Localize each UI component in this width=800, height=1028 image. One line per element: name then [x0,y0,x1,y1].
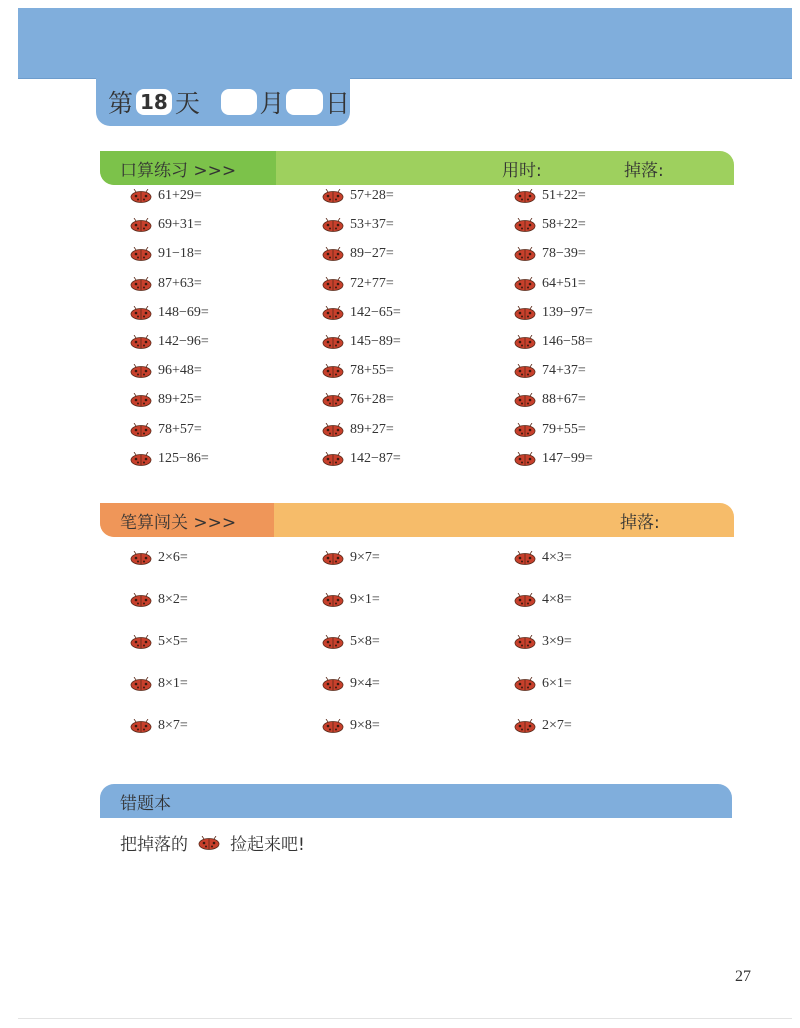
problem-item [322,422,394,438]
problem-item [322,188,394,204]
ladybug-icon [322,423,344,437]
problem-item [514,451,593,467]
ladybug-icon [514,277,536,291]
problem-text: 8×1= [158,676,188,691]
ladybug-icon [322,189,344,203]
ladybug-icon [514,335,536,349]
ladybug-icon [130,189,152,203]
mistake-book-header [100,784,732,818]
ladybug-icon [198,836,220,850]
problem-item [130,392,202,408]
ladybug-icon [130,719,152,733]
ladybug-icon [322,677,344,691]
top-banner [18,8,792,79]
problem-text: 78+57= [158,421,202,437]
problem-item [514,305,593,321]
ladybug-icon [130,335,152,349]
problem-item [322,363,394,379]
problem-item [130,276,202,292]
ladybug-icon [322,218,344,232]
written-calc-title: 笔算闯关 >>> [100,503,274,537]
problem-text: 79+55= [542,421,586,437]
problem-item [514,363,586,379]
instruction-before: 把掉落的 [120,835,188,855]
problem-item [130,188,202,204]
problem-item [322,392,394,408]
dropped-label-1: 掉落: [624,160,664,181]
month-label: 月 [259,89,285,118]
problem-item [130,246,202,262]
problem-item [130,217,202,233]
ladybug-icon [514,677,536,691]
problem-item [514,188,586,204]
ladybug-icon [130,277,152,291]
problem-text: 5×5= [158,634,188,649]
ladybug-icon [322,551,344,565]
ladybug-icon [514,423,536,437]
problem-text: 146−58= [542,334,593,349]
oral-arithmetic-title: 口算练习 >>> [100,151,276,185]
problem-item [514,217,586,233]
problem-item [130,634,188,650]
problem-text: 4×3= [542,550,572,565]
mistake-instruction [120,830,305,855]
problem-item [322,276,394,292]
problem-item [322,305,401,321]
ladybug-icon [322,452,344,466]
problem-text: 89+25= [158,392,202,408]
mistake-book-title: 错题本 [120,793,171,814]
ladybug-icon [130,677,152,691]
problem-item [322,592,380,608]
problem-item [322,334,401,350]
problem-text: 9×1= [350,592,380,607]
problem-item [130,334,209,350]
problem-item [514,634,572,650]
problem-item [514,676,572,692]
problem-text: 61+29= [158,188,202,203]
ladybug-icon [130,551,152,565]
ladybug-icon [322,635,344,649]
month-blank[interactable] [221,89,257,115]
problem-text: 5×8= [350,634,380,649]
day-prefix: 第 [108,89,134,118]
problem-text: 76+28= [350,392,394,408]
problem-text: 9×7= [350,550,380,565]
problem-text: 78+55= [350,363,394,379]
ladybug-icon [130,593,152,607]
problem-item [130,718,188,734]
problem-text: 9×4= [350,676,380,691]
ladybug-icon [130,364,152,378]
problem-text: 88+67= [542,392,586,408]
problem-item [322,550,380,566]
problem-text: 78−39= [542,246,586,262]
ladybug-icon [130,306,152,320]
problem-text: 69+31= [158,217,202,233]
problem-text: 89+27= [350,421,394,437]
problem-item [514,276,586,292]
ladybug-icon [514,247,536,261]
problem-item [322,634,380,650]
problem-text: 2×7= [542,718,572,733]
problem-item [322,217,394,233]
ladybug-icon [514,218,536,232]
ladybug-icon [514,593,536,607]
ladybug-icon [514,635,536,649]
date-blank[interactable] [286,89,322,115]
ladybug-icon [514,364,536,378]
dropped-label-2: 掉落: [620,512,660,533]
problem-text: 148−69= [158,304,209,320]
problem-text: 145−89= [350,334,401,349]
problem-text: 96+48= [158,363,202,379]
problem-text: 139−97= [542,304,593,320]
problem-text: 74+37= [542,363,586,379]
problem-text: 125−86= [158,450,209,466]
ladybug-icon [130,635,152,649]
problem-item [130,363,202,379]
problem-item [514,422,586,438]
date-label: 日 [324,89,350,118]
ladybug-icon [514,452,536,466]
problem-item [514,392,586,408]
ladybug-icon [130,452,152,466]
problem-text: 89−27= [350,246,394,262]
page-number: 27 [735,968,751,985]
problem-item [514,718,572,734]
ladybug-icon [322,593,344,607]
problem-text: 64+51= [542,275,586,291]
problem-item [514,246,586,262]
oral-arithmetic-header [100,151,734,185]
problem-text: 8×7= [158,718,188,733]
ladybug-icon [322,247,344,261]
problem-item [322,676,380,692]
ladybug-icon [130,393,152,407]
ladybug-icon [514,306,536,320]
ladybug-icon [322,277,344,291]
problem-text: 57+28= [350,188,394,203]
problem-text: 6×1= [542,676,572,691]
problem-text: 72+77= [350,275,394,291]
problem-text: 3×9= [542,634,572,649]
problem-item [514,334,593,350]
problem-item [514,550,572,566]
problem-text: 8×2= [158,592,188,607]
ladybug-icon [322,393,344,407]
problem-item [130,422,202,438]
problem-text: 2×6= [158,550,188,565]
bottom-rule [18,1018,792,1019]
day-number: 18 [136,89,172,115]
instruction-after: 捡起来吧! [230,835,305,855]
problem-item [130,550,188,566]
problem-text: 87+63= [158,275,202,291]
problem-text: 51+22= [542,188,586,203]
ladybug-icon [514,551,536,565]
time-label: 用时: [502,160,542,181]
ladybug-icon [130,423,152,437]
problem-text: 142−87= [350,450,401,466]
problem-item [322,246,394,262]
problem-item [514,592,572,608]
ladybug-icon [130,218,152,232]
problem-text: 147−99= [542,450,593,466]
ladybug-icon [514,719,536,733]
written-calc-header [100,503,734,537]
problem-item [130,451,209,467]
problem-item [130,305,209,321]
problem-text: 58+22= [542,217,586,233]
problem-text: 9×8= [350,718,380,733]
ladybug-icon [322,364,344,378]
day-tab [96,78,350,126]
ladybug-icon [514,393,536,407]
problem-text: 4×8= [542,592,572,607]
ladybug-icon [514,189,536,203]
problem-text: 91−18= [158,246,202,262]
ladybug-icon [322,335,344,349]
problem-text: 142−65= [350,304,401,320]
ladybug-icon [322,719,344,733]
problem-text: 53+37= [350,217,394,233]
problem-item [130,676,188,692]
problem-item [322,451,401,467]
problem-item [130,592,188,608]
day-suffix: 天 [174,89,200,118]
ladybug-icon [322,306,344,320]
problem-text: 142−96= [158,334,209,349]
problem-item [322,718,380,734]
ladybug-icon [130,247,152,261]
